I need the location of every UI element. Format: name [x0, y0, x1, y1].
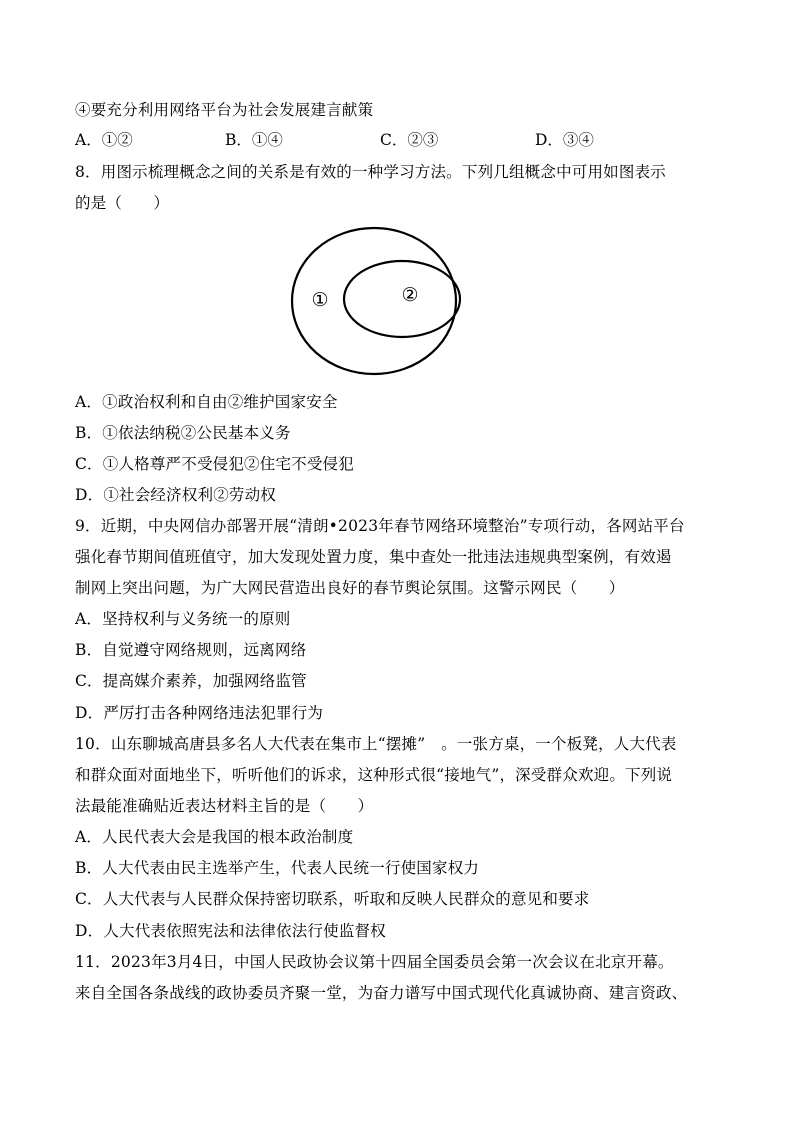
q8-stem-line-1: 8．用图示梳理概念之间的关系是有效的一种学习方法。下列几组概念中可用如图表示	[75, 163, 666, 181]
q9-stem-line-2: 强化春节期间值班值守，加大发现处置力度，集中查处一批违法违规典型案例，有效遏	[75, 548, 672, 566]
q10-option-c: C．人大代表与人民群众保持密切联系，听取和反映人民群众的意见和要求	[75, 890, 590, 908]
q11-stem-line-2: 来自全国各条战线的政协委员齐聚一堂，为奋力谱写中国式现代化真诚协商、建言资政、	[75, 984, 688, 1002]
q10-option-d: D．人大代表依照宪法和法律依法行使监督权	[75, 922, 386, 940]
q7-statement-4: ④要充分利用网络平台为社会发展建言献策	[75, 101, 374, 119]
q8-option-c: C．①人格尊严不受侵犯②住宅不受侵犯	[75, 455, 354, 473]
inner-label: ②	[401, 284, 419, 306]
q7-option-b: B．①④	[225, 131, 283, 149]
q7-option-d: D．③④	[535, 131, 594, 149]
q8-option-a: A．①政治权利和自由②维护国家安全	[75, 393, 338, 411]
q9-stem-line-3: 制网上突出问题，为广大网民营造出良好的春节舆论氛围。这警示网民（ ）	[75, 579, 625, 597]
q8-option-d: D．①社会经济权利②劳动权	[75, 486, 277, 504]
q7-option-c: C．②③	[380, 131, 439, 149]
q8-stem-line-2: 的是（ ）	[75, 194, 170, 212]
q11-stem-line-1: 11．2023年3月4日，中国人民政协会议第十四届全国委员会第一次会议在北京开幕。	[75, 953, 674, 971]
q9-stem-line-1: 9．近期，中央网信办部署开展“清朗•2023年春节网络环境整治”专项行动，各网站平台	[75, 517, 685, 535]
q8-option-b: B．①依法纳税②公民基本义务	[75, 424, 291, 442]
venn-diagram	[290, 224, 470, 380]
q9-option-a: A．坚持权利与义务统一的原则	[75, 610, 291, 628]
q9-option-d: D．严厉打击各种网络违法犯罪行为	[75, 704, 324, 722]
q9-option-b: B．自觉遵守网络规则，远离网络	[75, 641, 307, 659]
q7-options	[75, 130, 715, 152]
q10-option-b: B．人大代表由民主选举产生，代表人民统一行使国家权力	[75, 859, 480, 877]
q10-stem-line-3: 法最能准确贴近表达材料主旨的是（ ）	[75, 797, 374, 815]
outer-label: ①	[311, 289, 329, 311]
q10-stem-line-1: 10．山东聊城高唐县多名人大代表在集市上“摆摊” 。一张方桌，一个板凳，人大代表	[75, 735, 677, 753]
q10-option-a: A．人民代表大会是我国的根本政治制度	[75, 828, 354, 846]
q7-option-a: A．①②	[75, 131, 133, 149]
q10-stem-line-2: 和群众面对面地坐下，听听他们的诉求，这种形式很“接地气”，深受群众欢迎。下列说	[75, 766, 673, 784]
q9-option-c: C．提高媒介素养，加强网络监管	[75, 672, 307, 690]
